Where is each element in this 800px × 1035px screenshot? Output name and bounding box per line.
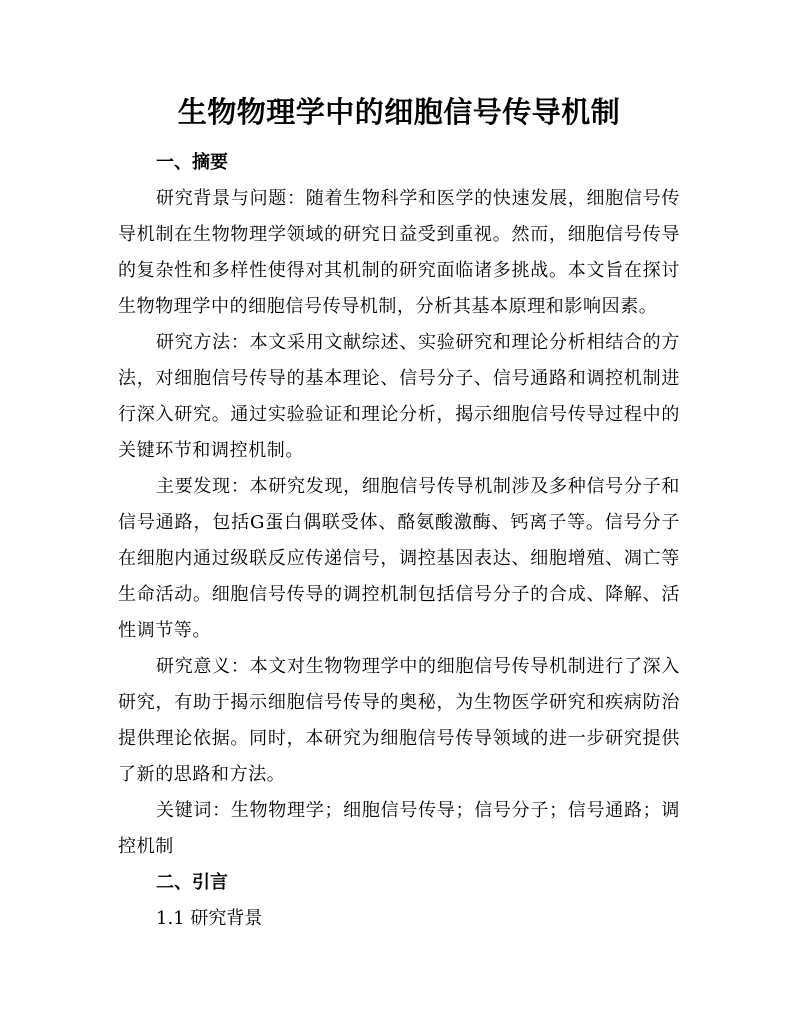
section-heading-abstract: 一、摘要	[156, 152, 228, 173]
abstract-paragraph-findings: 主要发现：本研究发现，细胞信号传导机制涉及多种信号分子和信号通路，包括G蛋白偶联受体、酪氨酸激酶、钙离子等。信号分子在细胞内通过级联反应传递信号，调控基因表达、细胞增殖、凋亡等生命活动。细胞信号传导的调控机制包括信号分子的合成、降解、活性调节等。	[118, 476, 680, 641]
document-title: 生物物理学中的细胞信号传导机制	[177, 95, 621, 129]
abstract-paragraph-methods: 研究方法：本文采用文献综述、实验研究和理论分析相结合的方法，对细胞信号传导的基本理论、信号分子、信号通路和调控机制进行深入研究。通过实验验证和理论分析，揭示细胞信号传导过程中的关键环节和调控机制。	[118, 332, 680, 461]
abstract-paragraph-background: 研究背景与问题：随着生物科学和医学的快速发展，细胞信号传导机制在生物物理学领域的研究日益受到重视。然而，细胞信号传导的复杂性和多样性使得对其机制的研究面临诸多挑战。本文旨在探讨生物物理学中的细胞信号传导机制，分析其基本原理和影响因素。	[118, 188, 680, 317]
abstract-keywords: 关键词：生物物理学；细胞信号传导；信号分子；信号通路；调控机制	[118, 800, 680, 857]
subsection-heading-research-background: 1.1 研究背景	[156, 908, 263, 929]
section-heading-introduction: 二、引言	[156, 872, 228, 893]
abstract-paragraph-significance: 研究意义：本文对生物物理学中的细胞信号传导机制进行了深入研究，有助于揭示细胞信号传导的奥秘，为生物医学研究和疾病防治提供理论依据。同时，本研究为细胞信号传导领域的进一步研究提供了新的思路和方法。	[118, 656, 680, 785]
